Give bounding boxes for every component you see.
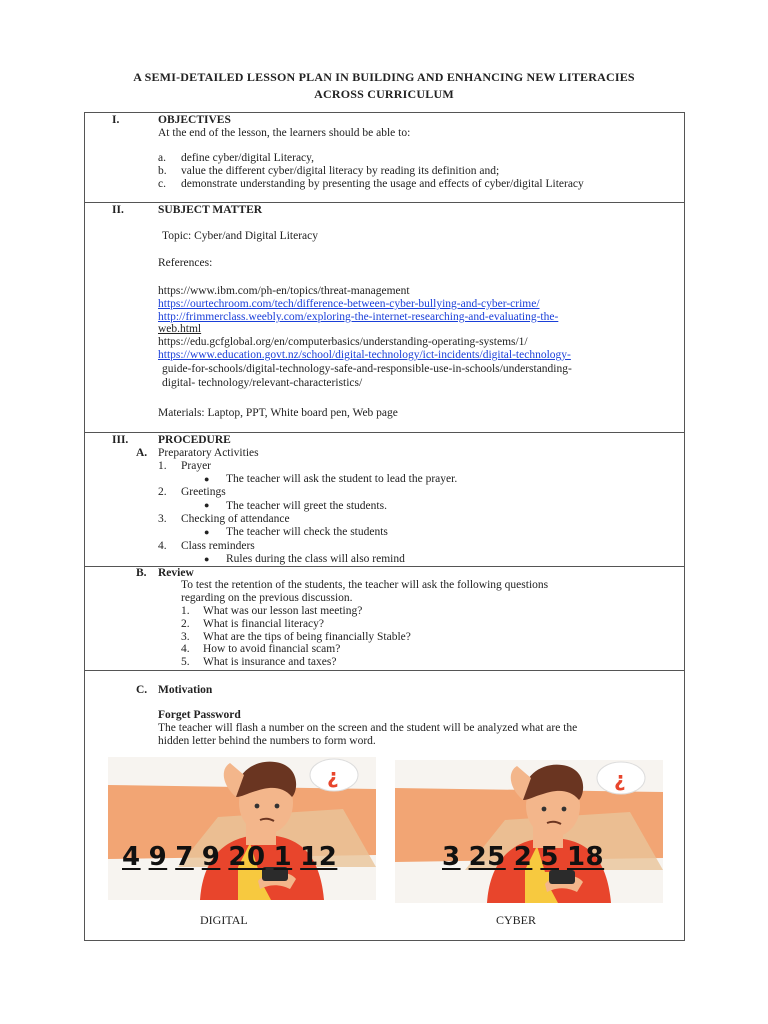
bullet-icon: ● bbox=[204, 554, 210, 564]
cyber-number-code bbox=[442, 842, 612, 872]
bullet-icon: ● bbox=[204, 527, 210, 537]
motivation-heading: Motivation bbox=[158, 684, 213, 696]
objective-letter: a. bbox=[158, 152, 166, 164]
reference-link-ourtechroom[interactable]: https://ourtechroom.com/tech/difference-between-cyber-bullying-and-cyber-crime/ bbox=[158, 298, 540, 310]
reference-gcfglobal: https://edu.gcfglobal.org/en/computerbasics/understanding-operating-systems/1/ bbox=[158, 336, 528, 348]
review-question-number: 2. bbox=[181, 618, 190, 630]
code-number: 9 bbox=[201, 842, 221, 872]
digital-number-code bbox=[122, 842, 345, 872]
step-number: 3. bbox=[158, 513, 167, 525]
activity-desc-line1: The teacher will flash a number on the screen and the student will be analyzed what are the bbox=[158, 722, 578, 734]
procedure-number: III. bbox=[112, 434, 129, 446]
objectives-heading: OBJECTIVES bbox=[158, 114, 231, 126]
reference-education-govt-cont2: digital- technology/relevant-characteristics/ bbox=[162, 377, 363, 389]
code-number: 5 bbox=[540, 842, 559, 872]
review-letter: B. bbox=[136, 567, 147, 579]
step-number: 1. bbox=[158, 460, 167, 472]
objective-text: define cyber/digital Literacy, bbox=[181, 152, 315, 164]
subject-matter-heading: SUBJECT MATTER bbox=[158, 204, 263, 216]
thinking-person-illustration-right bbox=[395, 760, 663, 903]
code-number: 4 bbox=[122, 842, 141, 872]
activity-title: Forget Password bbox=[158, 709, 241, 721]
step-label: Class reminders bbox=[181, 540, 255, 552]
review-question: How to avoid financial scam? bbox=[203, 643, 341, 655]
cyber-caption: CYBER bbox=[496, 913, 537, 927]
code-number: 2 bbox=[513, 842, 533, 872]
preparatory-label: Preparatory Activities bbox=[158, 447, 259, 459]
activity-desc-line2: hidden letter behind the numbers to form word. bbox=[158, 735, 376, 747]
step-number: 2. bbox=[158, 486, 167, 498]
step-label: Prayer bbox=[181, 460, 212, 472]
code-number: 9 bbox=[148, 842, 168, 872]
objective-letter: b. bbox=[158, 165, 167, 177]
step-detail: The teacher will greet the students. bbox=[226, 500, 387, 512]
step-label: Greetings bbox=[181, 486, 226, 498]
review-question-number: 5. bbox=[181, 656, 190, 668]
review-intro-line2: regarding on the previous discussion. bbox=[181, 592, 353, 604]
bullet-icon: ● bbox=[204, 500, 210, 510]
code-number: 12 bbox=[300, 842, 338, 872]
digital-caption: DIGITAL bbox=[200, 913, 248, 927]
code-number: 20 bbox=[228, 842, 266, 872]
step-number: 4. bbox=[158, 540, 167, 552]
reference-ibm: https://www.ibm.com/ph-en/topics/threat-management bbox=[158, 285, 410, 297]
document-title-line2: ACROSS CURRICULUM bbox=[314, 87, 454, 101]
reference-education-govt-cont1: guide-for-schools/digital-technology-safe-and-responsible-use-in-schools/understanding- bbox=[162, 363, 572, 375]
materials-text: Materials: Laptop, PPT, White board pen, Web page bbox=[158, 407, 398, 419]
review-question: What was our lesson last meeting? bbox=[203, 605, 363, 617]
code-number: 18 bbox=[566, 842, 605, 872]
review-question-number: 3. bbox=[181, 631, 190, 643]
subject-matter-number: II. bbox=[112, 204, 124, 216]
motivation-letter: C. bbox=[136, 684, 148, 696]
review-question-number: 4. bbox=[181, 643, 190, 655]
document-title-line1: A SEMI-DETAILED LESSON PLAN IN BUILDING AND ENHANCING NEW LITERACIES bbox=[133, 70, 635, 84]
code-number: 25 bbox=[468, 842, 506, 872]
review-heading: Review bbox=[158, 567, 194, 579]
review-question: What are the tips of being financially Stable? bbox=[203, 631, 411, 643]
bubble-symbol: ¿ bbox=[327, 764, 339, 788]
reference-link-education-govt[interactable]: https://www.education.govt.nz/school/digital-technology/ict-incidents/digital-technology- bbox=[158, 349, 571, 361]
reference-link-frimmerclass[interactable]: http://frimmerclass.weebly.com/exploring-the-internet-researching-and-evaluating-the- bbox=[158, 311, 559, 323]
thinking-person-icon bbox=[108, 757, 376, 900]
objectives-number: I. bbox=[112, 114, 120, 126]
objective-letter: c. bbox=[158, 178, 166, 190]
objective-text: value the different cyber/digital literacy by reading its definition and; bbox=[181, 165, 500, 177]
code-number: 7 bbox=[175, 842, 194, 872]
code-number: 3 bbox=[442, 842, 461, 872]
procedure-heading: PROCEDURE bbox=[158, 434, 231, 446]
preparatory-letter: A. bbox=[136, 447, 148, 459]
objectives-intro: At the end of the lesson, the learners should be able to: bbox=[158, 127, 411, 139]
review-question-number: 1. bbox=[181, 605, 190, 617]
topic-text: Topic: Cyber/and Digital Literacy bbox=[162, 230, 318, 242]
review-intro-line1: To test the retention of the students, the teacher will ask the following questions bbox=[181, 579, 549, 591]
bubble-symbol: ¿ bbox=[614, 767, 626, 791]
references-label: References: bbox=[158, 257, 213, 269]
step-detail: The teacher will check the students bbox=[226, 526, 388, 538]
code-number: 1 bbox=[273, 842, 293, 872]
step-detail: The teacher will ask the student to lead the prayer. bbox=[226, 473, 458, 485]
step-label: Checking of attendance bbox=[181, 513, 290, 525]
thinking-person-illustration bbox=[108, 757, 376, 900]
objective-text: demonstrate understanding by presenting the usage and effects of cyber/digital Literacy bbox=[181, 178, 584, 190]
bullet-icon: ● bbox=[204, 474, 210, 484]
step-detail: Rules during the class will also remind bbox=[226, 553, 405, 565]
review-question: What is financial literacy? bbox=[203, 618, 325, 630]
review-question: What is insurance and taxes? bbox=[203, 656, 337, 668]
reference-link-frimmerclass-cont[interactable]: web.html bbox=[158, 323, 202, 335]
thinking-person-icon bbox=[395, 760, 663, 903]
